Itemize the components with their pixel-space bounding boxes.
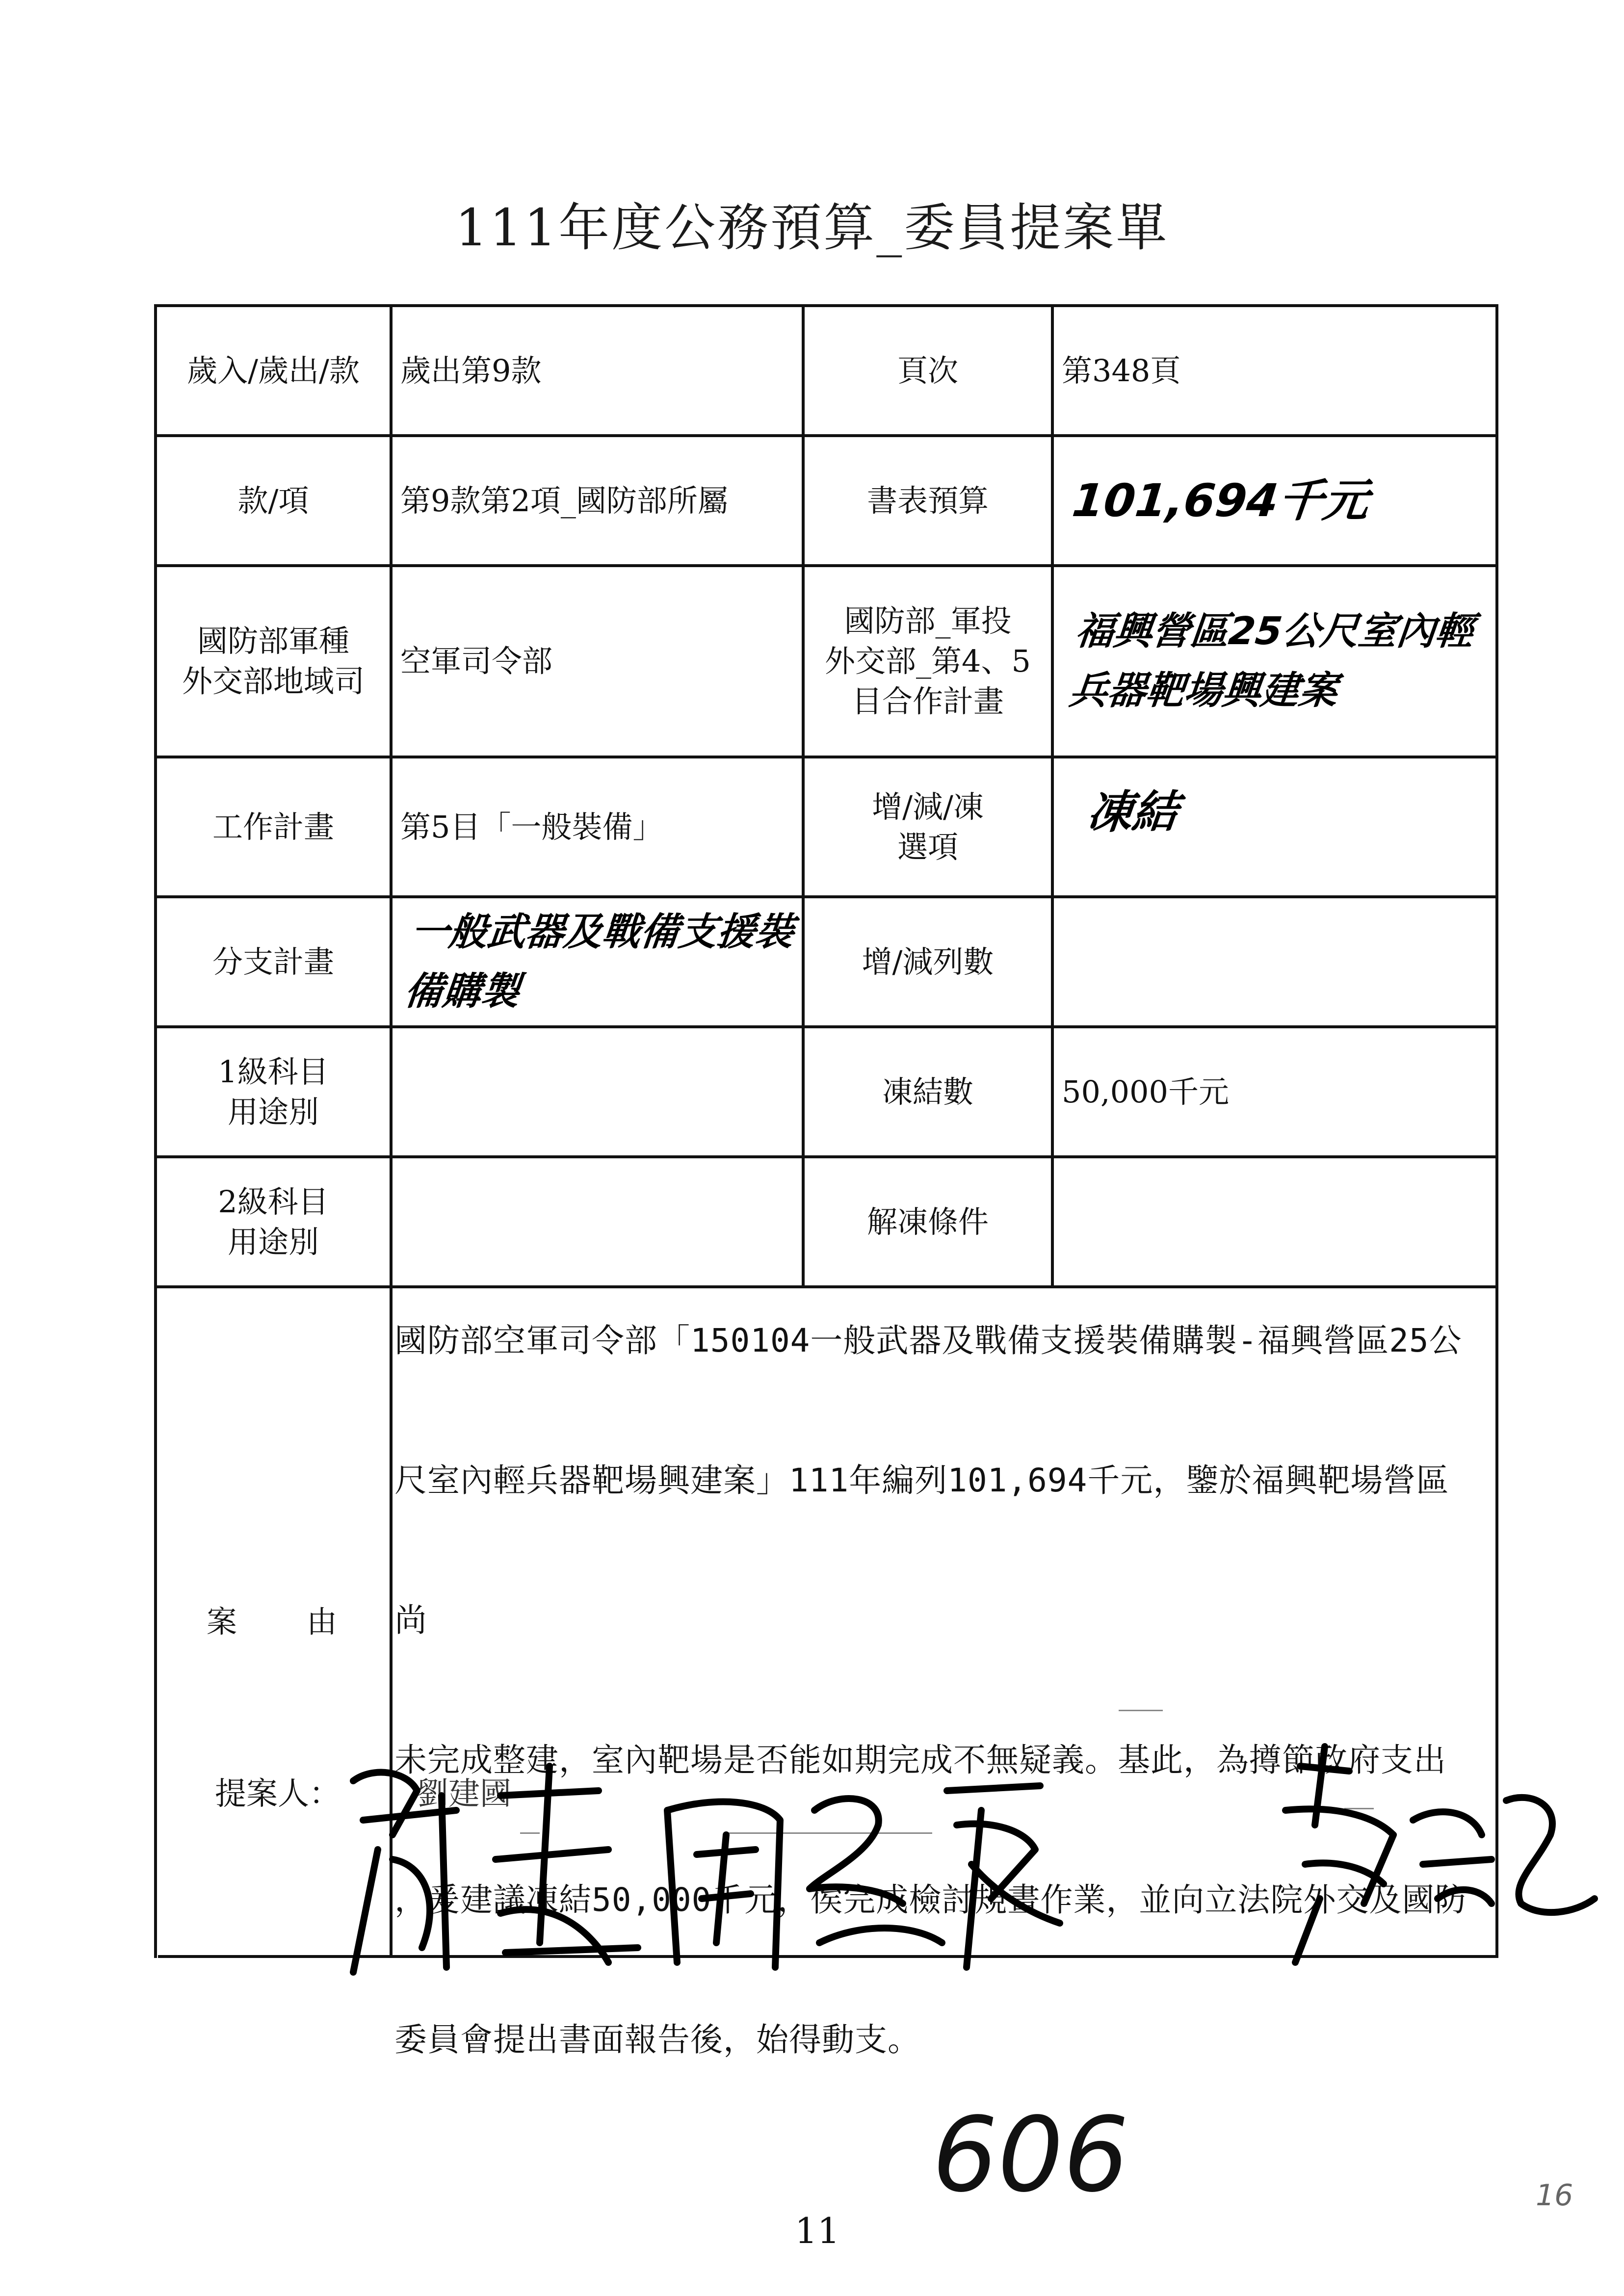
row-value-frozen-amount: 50,000千元 — [1062, 1073, 1229, 1110]
row-label-revenue-expense: 歲入/歲出/款 — [187, 352, 360, 389]
row-label-level1-subject: 1級科目 用途別 — [218, 1053, 329, 1130]
row-value-budget-handwritten: 101,694千元 — [1070, 474, 1371, 527]
proposer-name: 劉建國 — [417, 1776, 511, 1812]
row-value-unfreeze-condition — [1054, 1158, 1495, 1285]
reason-text: 國防部空軍司令部「150104一般武器及戰備支援裝備購製-福興營區25公 尺室內輕兵器靶場興建案」111年編列101,694千元，鑒於福興靶場營區尚 未完成整建，室內靶場是否能如期完成不無疑義。基此，為撙節政府支出 ，爰建議凍結50,000千元，俟完成檢討規畫作業，並向立法院外交及國防 委員會提出書面報告後，始得動支。 — [394, 1322, 1468, 2059]
row-label-budget: 書表預算 — [866, 482, 989, 519]
row-label-service-branch: 國防部軍種 外交部地域司 — [182, 623, 365, 699]
row-value-page: 第348頁 — [1062, 352, 1181, 389]
row-value-branch-plan-handwritten: 一般武器及戰備支援裝備購製 — [402, 910, 796, 1014]
row-label-unfreeze-condition: 解凍條件 — [866, 1203, 989, 1240]
row-label-frozen-amount: 凍結數 — [882, 1073, 973, 1110]
row-label-investment-plan: 國防部_軍投 外交部_第4、5 目合作計畫 — [825, 603, 1031, 719]
row-label-section-item: 款/項 — [237, 482, 309, 519]
row-value-investment-plan-handwritten: 福興營區25公尺室內輕兵器靶場興建案 — [1067, 609, 1476, 713]
row-value-service-branch: 空軍司令部 — [400, 643, 553, 679]
reason-label: 案 由 — [206, 1603, 340, 1640]
row-label-option: 增/減/凍 選項 — [872, 788, 984, 865]
row-value-level1-subject — [393, 1028, 802, 1155]
row-value-revenue-expense: 歲出第9款 — [400, 352, 542, 389]
row-label-increase-decrease: 增/減列數 — [862, 943, 994, 980]
row-value-increase-decrease — [1054, 898, 1495, 1025]
row-label-branch-plan: 分支計畫 — [212, 943, 334, 980]
page-number: 11 — [795, 2210, 840, 2251]
row-label-page: 頁次 — [897, 352, 958, 389]
row-label-level2-subject: 2級科目 用途別 — [218, 1183, 329, 1260]
row-value-work-plan: 第5目「一般裝備」 — [400, 809, 663, 845]
row-value-level2-subject — [393, 1158, 802, 1285]
row-value-section-item: 第9款第2項_國防部所屬 — [400, 482, 728, 519]
handwritten-number: 606 — [932, 2095, 1129, 2215]
proposer-label: 提案人： — [215, 1776, 341, 1812]
row-label-work-plan: 工作計畫 — [212, 809, 334, 845]
row-value-option-handwritten: 凍結 — [1084, 786, 1180, 839]
corner-note: 16 — [1536, 2178, 1573, 2213]
document-title: 111年度公務預算_委員提案單 — [455, 198, 1169, 258]
